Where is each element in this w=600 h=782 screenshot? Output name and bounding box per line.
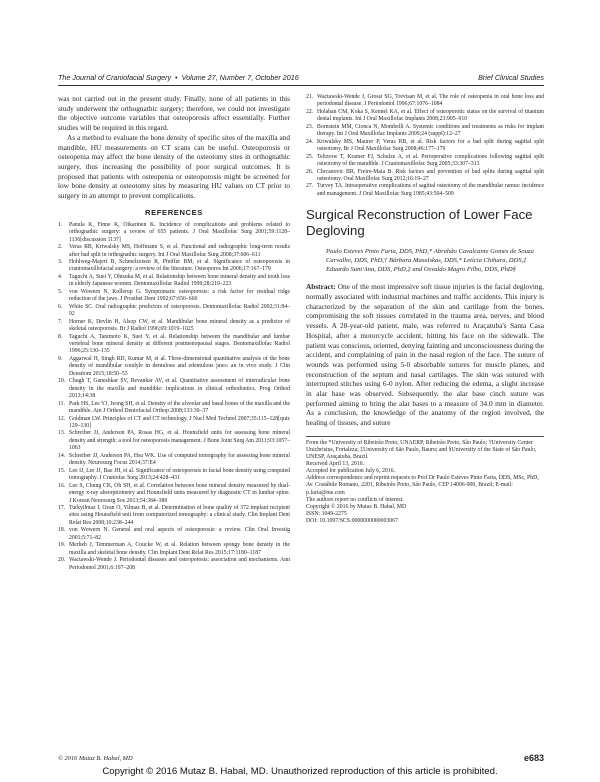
reference-text: Holahan CM, Koka S, Kennel KA, et al. Effect of osteoporotic status on the survival of titanium dental implants. Int J Oral Maxillofac Implants 2008;23:905–910 <box>317 108 544 123</box>
reference-item <box>58 304 290 319</box>
page-number: e683 <box>523 753 544 763</box>
reference-text: Chugh T, Ganeshkar SV, Revankar AV, et al. Quantitative assessment of interradicular bone density in the maxilla and mandible: implications in clinical orthodontics. Prog Orthod 2013;14:38 <box>69 378 290 400</box>
reference-item <box>58 289 290 304</box>
reference-item <box>58 401 290 416</box>
reference-text: Schreiber JJ, Anderson PA, Rosas HG, et al. Hounsfield units for assessing bone mineral density and strength: a tool for osteoporosis management. J Bone Joint Surg Am 2011;93:1057–1063 <box>69 430 290 452</box>
reference-number: 23. <box>306 123 314 130</box>
reference-text: Veras RB, Kriwalsky MS, Hoffmann S, et al. Functional and radiographic long-term results after bad split in orthognathic surgery. Int J Oral Maxillofac Surg 2008;37:606–611 <box>69 244 290 258</box>
reference-number: 5. <box>58 288 63 295</box>
reference-number: 27. <box>306 183 314 190</box>
reference-text: von Wowern N. General and oral aspects of osteoporosis: a review. Clin Oral Investig 2001;5:71–82 <box>69 527 290 541</box>
article-title: Surgical Reconstruction of Lower Face Degloving <box>306 207 533 239</box>
reference-text: Merheb J, Temmerman A, Coucke W, et al. Relation between spongy bone density in the maxilla and skeletal bone density. Clin Implant Dent Relat Res 2015;17:1180–1187 <box>69 542 290 556</box>
reference-number: 14. <box>58 452 66 459</box>
reference-text: Kriwalsky MS, Maurer P, Veras RB, et al. Risk factors for a bad split during sagittal split osteotomy. Br J Oral Maxillofac Surg 2008;46:177–179 <box>317 138 544 153</box>
reference-number: 11. <box>58 400 65 407</box>
footnote-line: Address correspondence and reprint requests to Prof Dr Paulo Esteves Pinto Faria, DDS, MSc, PhD, Av. Costábile Romano, 2201, Ribeirão Preto, São Paulo, CEP 14096-900, Brazil; E-mail: p.faria@me.com <box>306 475 539 496</box>
reference-item <box>306 183 544 198</box>
reference-number: 18. <box>58 527 66 534</box>
reference-number: 20. <box>58 557 66 564</box>
reference-number: 15. <box>58 467 66 474</box>
references-heading: REFERENCES <box>145 207 203 217</box>
reference-number: 6. <box>58 303 63 310</box>
reference-text: Goldman LW. Principles of CT and CT technology. J Nucl Med Technol 2007;35:115–128[quiz 129–130] <box>69 415 290 429</box>
discussion-text <box>58 94 290 201</box>
reference-text: Teltzrow T, Kramer FJ, Schulze A, et al. Perioperative complications following sagittal split osteotomy of the mandible. J Craniomaxillofac Surg 2005;33:307–313 <box>317 153 544 168</box>
reference-text: Aggarwal H, Singh RD, Kumar M, et al. Three-dimensional quantitative analysis of the bone density of mandibular condyle in dentulous and edentulous jaws: an in vivo study. J Clin Densitom 2015;18:50–53 <box>69 355 290 377</box>
footnote-line: DOI: 10.1097/SCS.0000000000003067 <box>306 517 398 524</box>
reference-number: 25. <box>306 153 314 160</box>
reference-item <box>58 259 290 274</box>
reference-item <box>58 527 290 542</box>
footnote-line: Accepted for publication July 6, 2016. <box>306 468 396 475</box>
reference-number: 3. <box>58 259 63 265</box>
reference-text: Bornstein MM, Cionca N, Mombelli A. Systemic conditions and treatments as risks for implant therapy. Int J Oral Maxillofac Implants 2009;24 (suppl):12–27 <box>317 123 544 138</box>
reference-text: Lee S, Chung CK, Oh SH, et al. Correlation between bone mineral density measured by dual-energy x-ray absorptiometry and Hounsfield units measured by diagnostic CT in lumbar spine. J Korean Neurosurg Soc 2013;54:384–389 <box>69 482 290 504</box>
reference-item <box>58 468 290 483</box>
reference-text: Hohlweg-Majert B, Schmelzeisen R, Pfeiffer BM, et al. Significance of osteoporosis in craniomaxillofacial surgery: a review of the literature. Osteoporos Int 2006;17:167–179 <box>69 259 290 273</box>
reference-number: 13. <box>58 430 66 437</box>
reference-text: Wactawski-Wende J, Grossi SG, Trevisan M, et al. The role of osteopenia in oral bone loss and periodontal disease. J Periodontol 1996;67:1076–1084 <box>317 94 544 108</box>
reference-text: Wactawski-Wende J. Periodontal diseases and osteoporosis: association and mechanisms. Ann Periodontol 2001;6:197–208 <box>69 557 290 571</box>
footer-copyright: © 2016 Mutaz B. Habal, MD <box>58 755 133 762</box>
reference-item <box>58 453 290 468</box>
reference-number: 12. <box>58 415 66 422</box>
reference-text: Turkyilmaz I, Ozan O, Yilmaz B, et al. Determination of bone quality of 372 implant recipient sites using Hounsfield unit from computerized tomography: a clinical study. Clin Implant Dent Relat Res 2008;10:238–244 <box>69 504 290 526</box>
reference-item <box>58 505 290 527</box>
reference-number: 24. <box>306 138 314 145</box>
footnote-line: The authors report no conflicts of interest. <box>306 496 404 503</box>
reference-text: Horner K, Devlin H, Alsop CW, et al. Mandibular bone mineral density as a predictor of skeletal osteoporosis. Br J Radiol 1996;69:1019–1025 <box>69 318 290 333</box>
reference-text: White SC. Oral radiographic predictors of osteoporosis. Dentomaxillofac Radiol 2002;31:84–92 <box>69 303 290 318</box>
footnote-line: From the *University of Ribeirão Preto, UNAERP, Ribeirão Preto, São Paulo; †University Center Unichristus, Fortaleza; ‡University of São Paulo, Bauru; and §University of the State of São Paulo, UNESP, Araçatuba, Brazil. <box>306 439 537 461</box>
reference-item <box>306 154 544 169</box>
running-header <box>58 73 544 85</box>
section-label: Brief Clinical Studies <box>478 73 544 82</box>
reference-text: Schreiber JJ, Anderson PA, Hsu WK. Use of computed tomography for assessing bone mineral density. Neurosurg Focus 2014;37:E4 <box>69 452 290 467</box>
header-divider <box>58 85 544 86</box>
abstract-text: One of the most impressive soft tissue injuries is the facial degloving, normally associated with industrial machines and traffic accidents. This injury is characterized by the separation of the skin and cartilage from the bones, compromising the soft tissues correlated in the trauma area, nerves, and blood vessels. A 28-year-old patient, male, was referred to Araçatuba's Santa Casa Hospital, after a motorcycle accident, hitting his face on the sidewalk. The patient was conscious, oriented, denying fainting and unconsciousness during the accident, and complaining of pain in the nasal region of the face. The suture of wounds was performed using 5-0 absorbable sutures for muscle planes, and reconstruction of the septum and nasal cartilages. The skin was sutured with interrupted stitches using 6-0 nylon. After reducing the edema, a slight increase in alar base was observed. Subsequently, the alar base cinch suture was performed aiming to bring the alar bases to a measure of 34.0 mm in diameter. As a conclusion, the knowledge of the anatomy of the region involved, the healing of tissues, and suture <box>306 282 545 428</box>
reference-item <box>58 557 290 572</box>
reference-number: 16. <box>58 482 66 489</box>
left-column <box>58 94 290 572</box>
reference-number: 19. <box>58 542 66 549</box>
footnote-line: Received April 13, 2016. <box>306 461 365 468</box>
paragraph: was not carried out in the present study. Finally, none of all patients in this study underwent the orthognathic surgery; therefore, we could not investigate the objective outcome variables that osteoporosis affect essentially. Further studies will be required in this regard. <box>58 94 290 133</box>
right-column <box>306 94 544 525</box>
reference-text: Panula K, Finne K, Oikarinen K. Incidence of complications and problems related to orthognathic surgery: a review of 655 patients. J Oral Maxillofac Surg 2001;59:1128–1136[discussion 1137] <box>69 221 290 243</box>
copyright-banner: Copyright © 2016 Mutaz B. Habal, MD. Unauthorized reproduction of this article is prohibited. <box>102 766 498 777</box>
reference-item <box>58 542 290 557</box>
footnote-line: Copyright © 2016 by Mutaz B. Habal, MD <box>306 503 407 510</box>
page-footer <box>58 754 544 764</box>
reference-item <box>58 319 290 334</box>
reference-item <box>306 94 544 109</box>
reference-item <box>58 222 290 244</box>
reference-item <box>58 244 290 259</box>
reference-item <box>58 274 290 289</box>
reference-item <box>58 416 290 431</box>
reference-list-continued <box>306 94 544 198</box>
reference-item <box>58 378 290 400</box>
reference-text: Park HS, Lee YJ, Jeong SH, et al. Density of the alveolar and basal bones of the maxilla and the mandible. Am J Orthod Dentofacial Orthop 2008;133:30–37 <box>69 400 290 415</box>
reference-number: 21. <box>306 94 314 100</box>
reference-item <box>306 139 544 154</box>
reference-number: 10. <box>58 378 66 385</box>
reference-number: 4. <box>58 273 63 280</box>
reference-text: Taguchi A, Tanimoto K, Suei Y, et al. Relationship between the mandibular and lumbar vertebral bone mineral density at different postmenopausal stages. Dentomaxillofac Radiol 1996;25:130–135 <box>69 333 290 355</box>
reference-text: Turvey TA. Intraoperative complications of sagittal osteotomy of the mandibular ramus: incidence and management. J Oral Maxillofac Surg 1985;43:504–509 <box>317 183 544 197</box>
abstract-label: Abstract: <box>306 282 336 292</box>
reference-text: Taguchi A, Suei Y, Ohtsuka M, et al. Relationship between bone mineral density and tooth loss in elderly Japanese women. Dentomaxillofac Radiol 1999;28:219–223 <box>69 273 290 288</box>
reference-number: 1. <box>58 221 63 228</box>
footnotes <box>306 440 544 525</box>
reference-number: 9. <box>58 355 63 362</box>
footnote-line: ISSN: 1049-2275 <box>306 510 347 517</box>
reference-number: 2. <box>58 244 63 251</box>
footnote-divider <box>306 436 544 437</box>
reference-item <box>58 356 290 378</box>
reference-number: 7. <box>58 318 63 325</box>
reference-text: Chrcanovic BR, Freire-Maia B. Risk factors and prevention of bad splits during sagittal split osteotomy. Oral Maxillofac Surg 2012;16:19–27 <box>317 168 544 182</box>
reference-item <box>58 334 290 356</box>
reference-item <box>306 124 544 139</box>
author-list: Paulo Esteves Pinto Faria, DDS, PhD,* Abrahão Cavalcante Gomes de Souza Carvalho, DDS, PhD,† Bárbara Masalskas, DDS,* Letícia Chihara, DDS,‡ Eduardo Sant'Ana, DDS, PhD,‡ and Osvaldo Magro Filho, DDS, PhD§ <box>326 248 534 274</box>
reference-item <box>306 169 544 184</box>
reference-item <box>58 483 290 505</box>
reference-number: 17. <box>58 504 66 511</box>
reference-item <box>306 109 544 124</box>
journal-volume-info: The Journal of Craniofacial Surgery • Volume 27, Number 7, October 2016 <box>58 73 299 82</box>
reference-number: 8. <box>58 333 63 340</box>
reference-list <box>58 222 290 572</box>
reference-number: 22. <box>306 108 314 115</box>
paragraph: As a method to evaluate the bone density of specific sites of the maxilla and mandible, HU measurements on CT scans can be useful. Osteoporosis or osteopenia may affect the bone density of the osteotomy sites in orthognathic surgery, thus increasing the possibility of poor surgical outcomes. It is proposed that patients with osteopenia or osteoporosis might be screened for low bone density at osteotomy sites by measuring HU values on CT prior to surgery in an attempt to prevent complications. <box>58 132 290 201</box>
reference-item <box>58 430 290 452</box>
reference-number: 26. <box>306 168 314 175</box>
reference-text: von Wowern N, Kollerup G. Symptomatic osteoporosis: a risk factor for residual ridge reduction of the jaws. J Prosthet Dent 1992;67:656–660 <box>69 288 290 303</box>
reference-text: Lee IJ, Lee JJ, Bae JH, et al. Significance of osteoporosis in facial bone density using computed tomography. J Craniofac Surg 2013;24:428–431 <box>69 467 290 482</box>
abstract <box>306 282 544 428</box>
